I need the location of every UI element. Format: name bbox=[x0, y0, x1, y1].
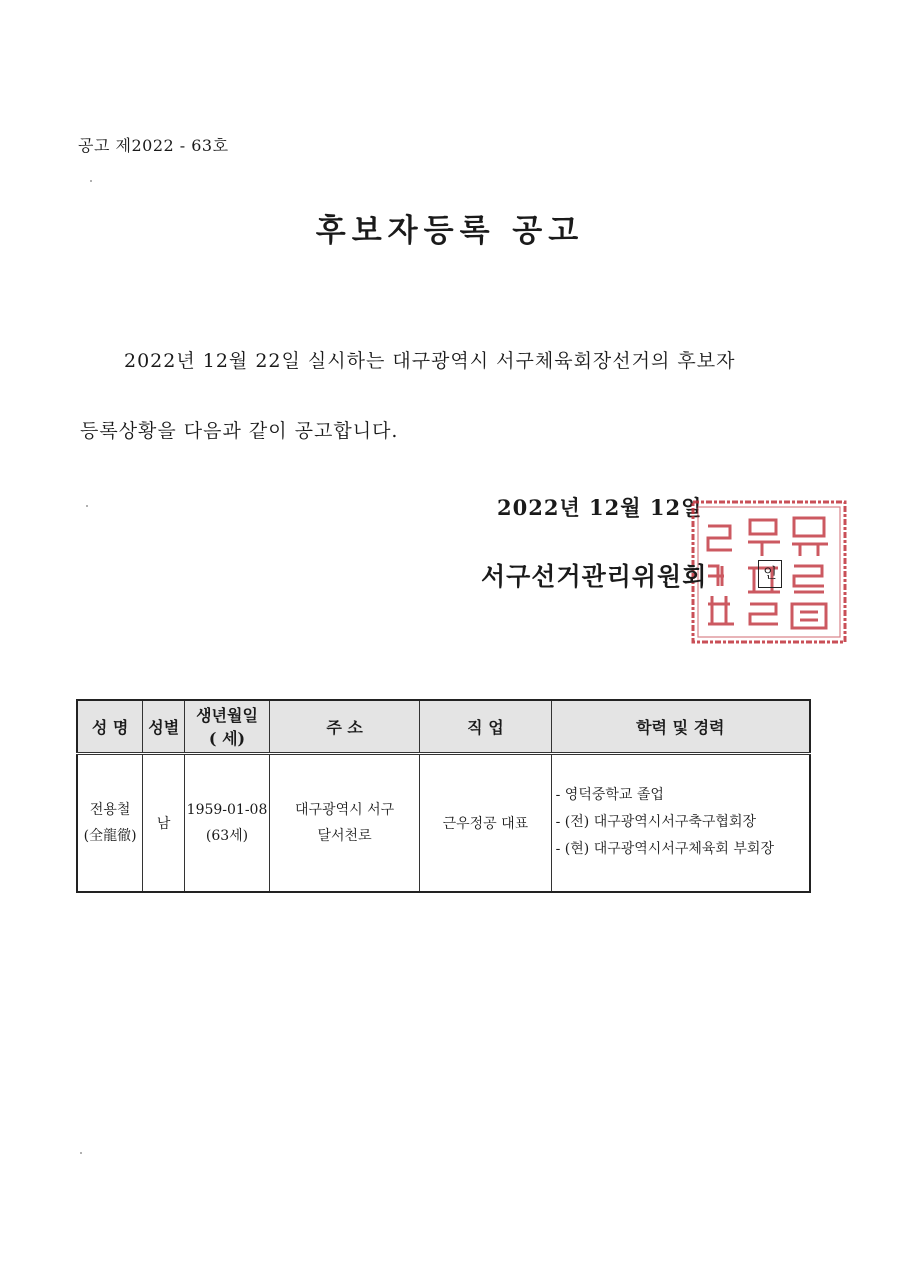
scan-speck bbox=[90, 180, 92, 182]
notice-body bbox=[80, 326, 840, 466]
candidate-address-line-1: 대구광역시 서구 bbox=[295, 801, 395, 818]
candidate-address-cell bbox=[269, 753, 419, 892]
table-header-row bbox=[77, 700, 810, 753]
header-birth-line-1: 생년월일 bbox=[196, 706, 258, 726]
candidate-job: 근우정공 대표 bbox=[420, 753, 551, 892]
candidate-career-cell bbox=[551, 753, 810, 892]
candidate-table bbox=[76, 699, 811, 893]
candidate-name-hanja: (全龍徹) bbox=[83, 827, 137, 844]
notice-body-line-2: 등록상황을 다음과 같이 공고합니다. bbox=[80, 420, 399, 442]
candidate-age: (63세) bbox=[205, 827, 249, 844]
organization-name: 서구선거관리위원회 bbox=[481, 562, 708, 591]
header-name: 성 명 bbox=[77, 700, 143, 753]
candidate-birth: 1959-01-08 bbox=[186, 801, 268, 818]
table-row bbox=[77, 753, 810, 892]
scan-speck bbox=[86, 505, 88, 507]
candidate-gender: 남 bbox=[143, 753, 185, 892]
header-job: 직 업 bbox=[420, 700, 551, 753]
header-gender: 성별 bbox=[143, 700, 185, 753]
candidate-name-cell bbox=[77, 753, 143, 892]
notice-body-line-1-text: 2022년 12월 22일 실시하는 대구광역시 서구체육회장선거의 후보자 bbox=[124, 350, 736, 372]
candidate-name: 전용철 bbox=[89, 801, 131, 818]
candidate-address-line-2: 달서천로 bbox=[317, 827, 372, 844]
notice-date: 2022년 12월 12일 bbox=[497, 495, 703, 520]
header-birth-line-2: ( 세) bbox=[208, 729, 246, 749]
notice-body-line-1 bbox=[80, 326, 840, 396]
seal-mark: 인 bbox=[758, 560, 782, 588]
page-title: 후보자등록 공고 bbox=[315, 213, 585, 249]
career-item: - (현) 대구광역시서구체육회 부회장 bbox=[555, 841, 774, 858]
header-birth bbox=[185, 700, 270, 753]
career-item: - 영덕중학교 졸업 bbox=[555, 787, 664, 804]
header-career: 학력 및 경력 bbox=[551, 700, 810, 753]
header-address: 주 소 bbox=[269, 700, 419, 753]
scan-speck bbox=[80, 1152, 82, 1154]
career-item: - (전) 대구광역시서구축구협회장 bbox=[555, 814, 756, 831]
candidate-birth-cell bbox=[185, 753, 270, 892]
notice-number: 공고 제2022 - 63호 bbox=[78, 136, 229, 155]
